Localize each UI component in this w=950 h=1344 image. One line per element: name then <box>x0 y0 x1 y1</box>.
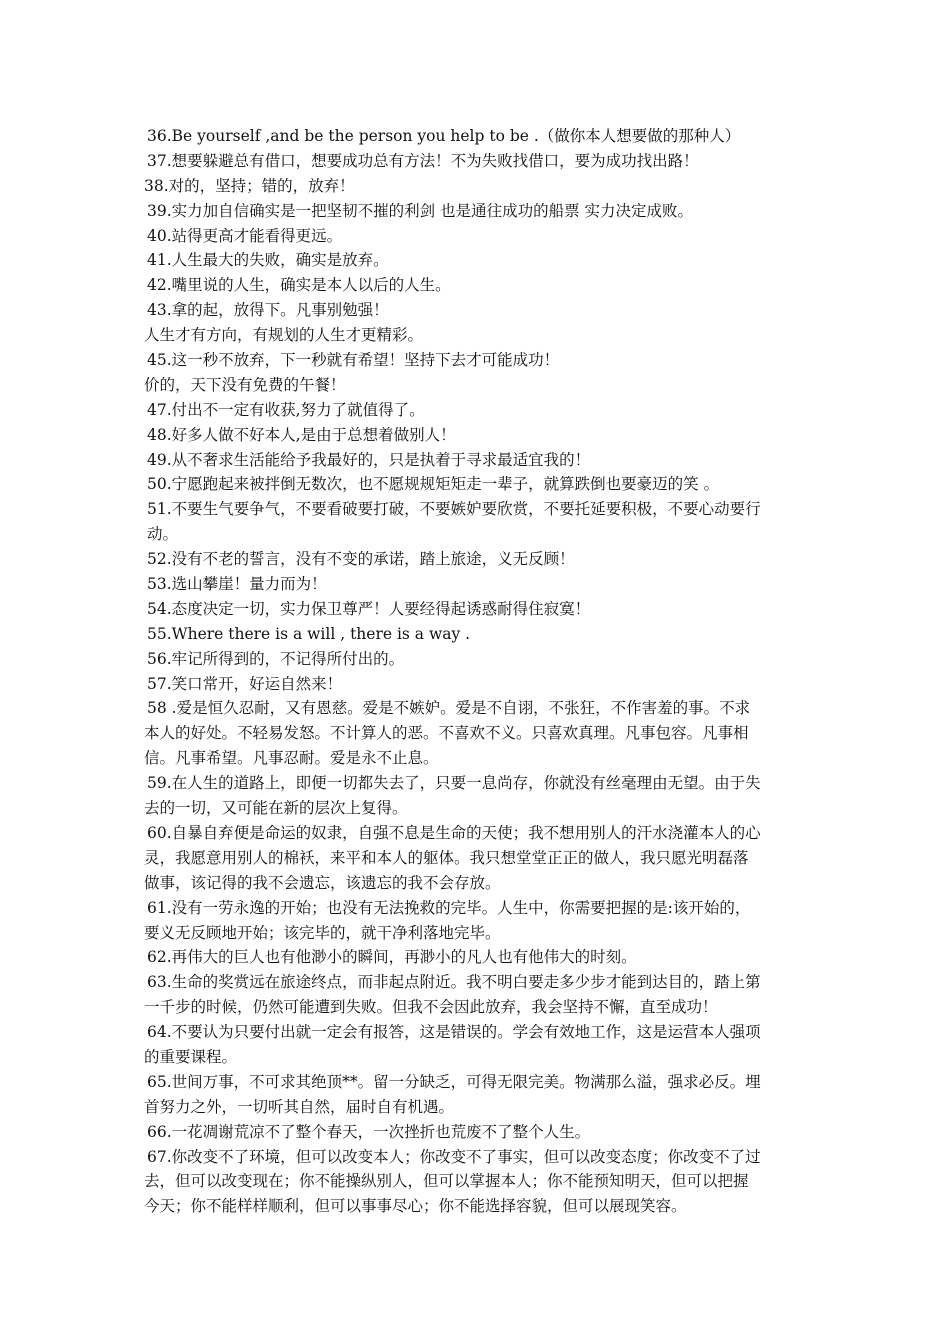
text-line: 61.没有一劳永逸的开始；也没有无法挽救的完毕。人生中，你需要把握的是:该开始的， <box>147 898 751 917</box>
text-line: 价的，天下没有免费的午餐！ <box>144 375 346 394</box>
text-line: 38.对的，坚持；错的，放弃！ <box>144 176 355 195</box>
text-line: 做事，该记得的我不会遗忘，该遗忘的我不会存放。 <box>144 873 501 892</box>
text-line: 48.好多人做不好本人,是由于总想着做别人！ <box>147 425 456 444</box>
text-line: 64.不要认为只要付出就一定会有报答，这是错误的。学会有效地工作，这是运营本人强项 <box>147 1023 761 1042</box>
text-line: 51.不要生气要争气，不要看破要打破，不要嫉妒要欣赏，不要托延要积极，不要心动要行 <box>147 500 761 519</box>
text-line: 36.Be yourself ,and be the person you help to be .（做你本人想要做的那种人） <box>147 127 741 145</box>
text-line: 40.站得更高才能看得更远。 <box>147 226 343 245</box>
text-line: 45.这一秒不放弃，下一秒就有希望！坚持下去才可能成功！ <box>147 351 560 370</box>
text-line: 65.世间万事，不可求其绝顶**。留一分缺乏，可得无限完美。物满那么溢，强求必反。埋 <box>147 1072 761 1091</box>
text-line: 53.选山攀崖！量力而为！ <box>147 575 327 594</box>
text-line: 55.Where there is a will , there is a way . <box>147 624 471 643</box>
text-line: 信。凡事希望。凡事忍耐。爱是永不止息。 <box>144 749 439 768</box>
text-line: 灵，我愿意用别人的棉袄，来平和本人的躯体。我只想堂堂正正的做人，我只愿光明磊落 <box>144 848 749 867</box>
text-line: 的重要课程。 <box>144 1047 238 1066</box>
text-line: 60.自暴自弃便是命运的奴隶，自强不息是生命的天使；我不想用别人的汗水浇灌本人的心 <box>147 823 761 842</box>
text-line: 42.嘴里说的人生，确实是本人以后的人生。 <box>147 276 451 295</box>
text-line: 动。 <box>147 525 179 544</box>
text-line: 49.从不奢求生活能给予我最好的，只是执着于寻求最适宜我的！ <box>147 450 591 469</box>
text-line: 50.宁愿跑起来被拌倒无数次，也不愿规规矩矩走一辈子，就算跌倒也要豪迈的笑 。 <box>147 475 720 494</box>
text-line: 63.生命的奖赏远在旅途终点，而非起点附近。我不明白要走多少步才能到达目的，踏上第 <box>147 973 761 992</box>
text-line: 56.牢记所得到的，不记得所付出的。 <box>147 649 405 668</box>
text-line: 54.态度决定一切，实力保卫尊严！人要经得起诱惑耐得住寂寞！ <box>147 599 591 618</box>
text-line: 59.在人生的道路上，即便一切都失去了，只要一息尚存，你就没有丝毫理由无望。由于失 <box>147 774 761 793</box>
text-line: 67.你改变不了环境，但可以改变本人；你改变不了事实，但可以改变态度；你改变不了过 <box>147 1147 761 1166</box>
text-line: 66.一花凋谢荒凉不了整个春天，一次挫折也荒废不了整个人生。 <box>147 1122 591 1141</box>
text-line: 要义无反顾地开始；该完毕的，就干净利落地完毕。 <box>144 923 501 942</box>
text-line: 首努力之外，一切听其自然，届时自有机遇。 <box>144 1097 455 1116</box>
document-body <box>144 124 812 1219</box>
text-line: 57.笑口常开，好运自然来！ <box>147 674 343 693</box>
text-line: 37.想要躲避总有借口，想要成功总有方法！不为失败找借口，要为成功找出路！ <box>147 151 699 170</box>
text-line: 58 .爱是恒久忍耐，又有恩慈。爱是不嫉妒。爱是不自诩，不张狂，不作害羞的事。不求 <box>147 699 751 718</box>
text-line: 本人的好处。不轻易发怒。不计算人的恶。不喜欢不义。只喜欢真理。凡事包容。凡事相 <box>144 724 749 743</box>
text-line: 人生才有方向，有规划的人生才更精彩。 <box>144 326 424 345</box>
text-line: 今天；你不能样样顺利，但可以事事尽心；你不能选择容貌，但可以展现笑容。 <box>144 1197 687 1216</box>
text-line: 39.实力加自信确实是一把坚韧不摧的利剑 也是通往成功的船票 实力决定成败。 <box>147 201 694 220</box>
text-line: 62.再伟大的巨人也有他渺小的瞬间，再渺小的凡人也有他伟大的时刻。 <box>147 948 637 967</box>
text-line: 去的一切，又可能在新的层次上复得。 <box>144 799 408 818</box>
text-line: 41.人生最大的失败，确实是放弃。 <box>147 251 389 270</box>
text-line: 一千步的时候，仍然可能遭到失败。但我不会因此放弃，我会坚持不懈，直至成功！ <box>144 998 718 1017</box>
text-line: 52.没有不老的誓言，没有不变的承诺，踏上旅途，义无反顾！ <box>147 550 575 569</box>
text-line: 43.拿的起，放得下。凡事别勉强！ <box>147 301 389 320</box>
text-line: 47.付出不一定有收获,努力了就值得了。 <box>147 400 425 419</box>
text-line: 去，但可以改变现在；你不能操纵别人，但可以掌握本人；你不能预知明天，但可以把握 <box>144 1172 749 1191</box>
